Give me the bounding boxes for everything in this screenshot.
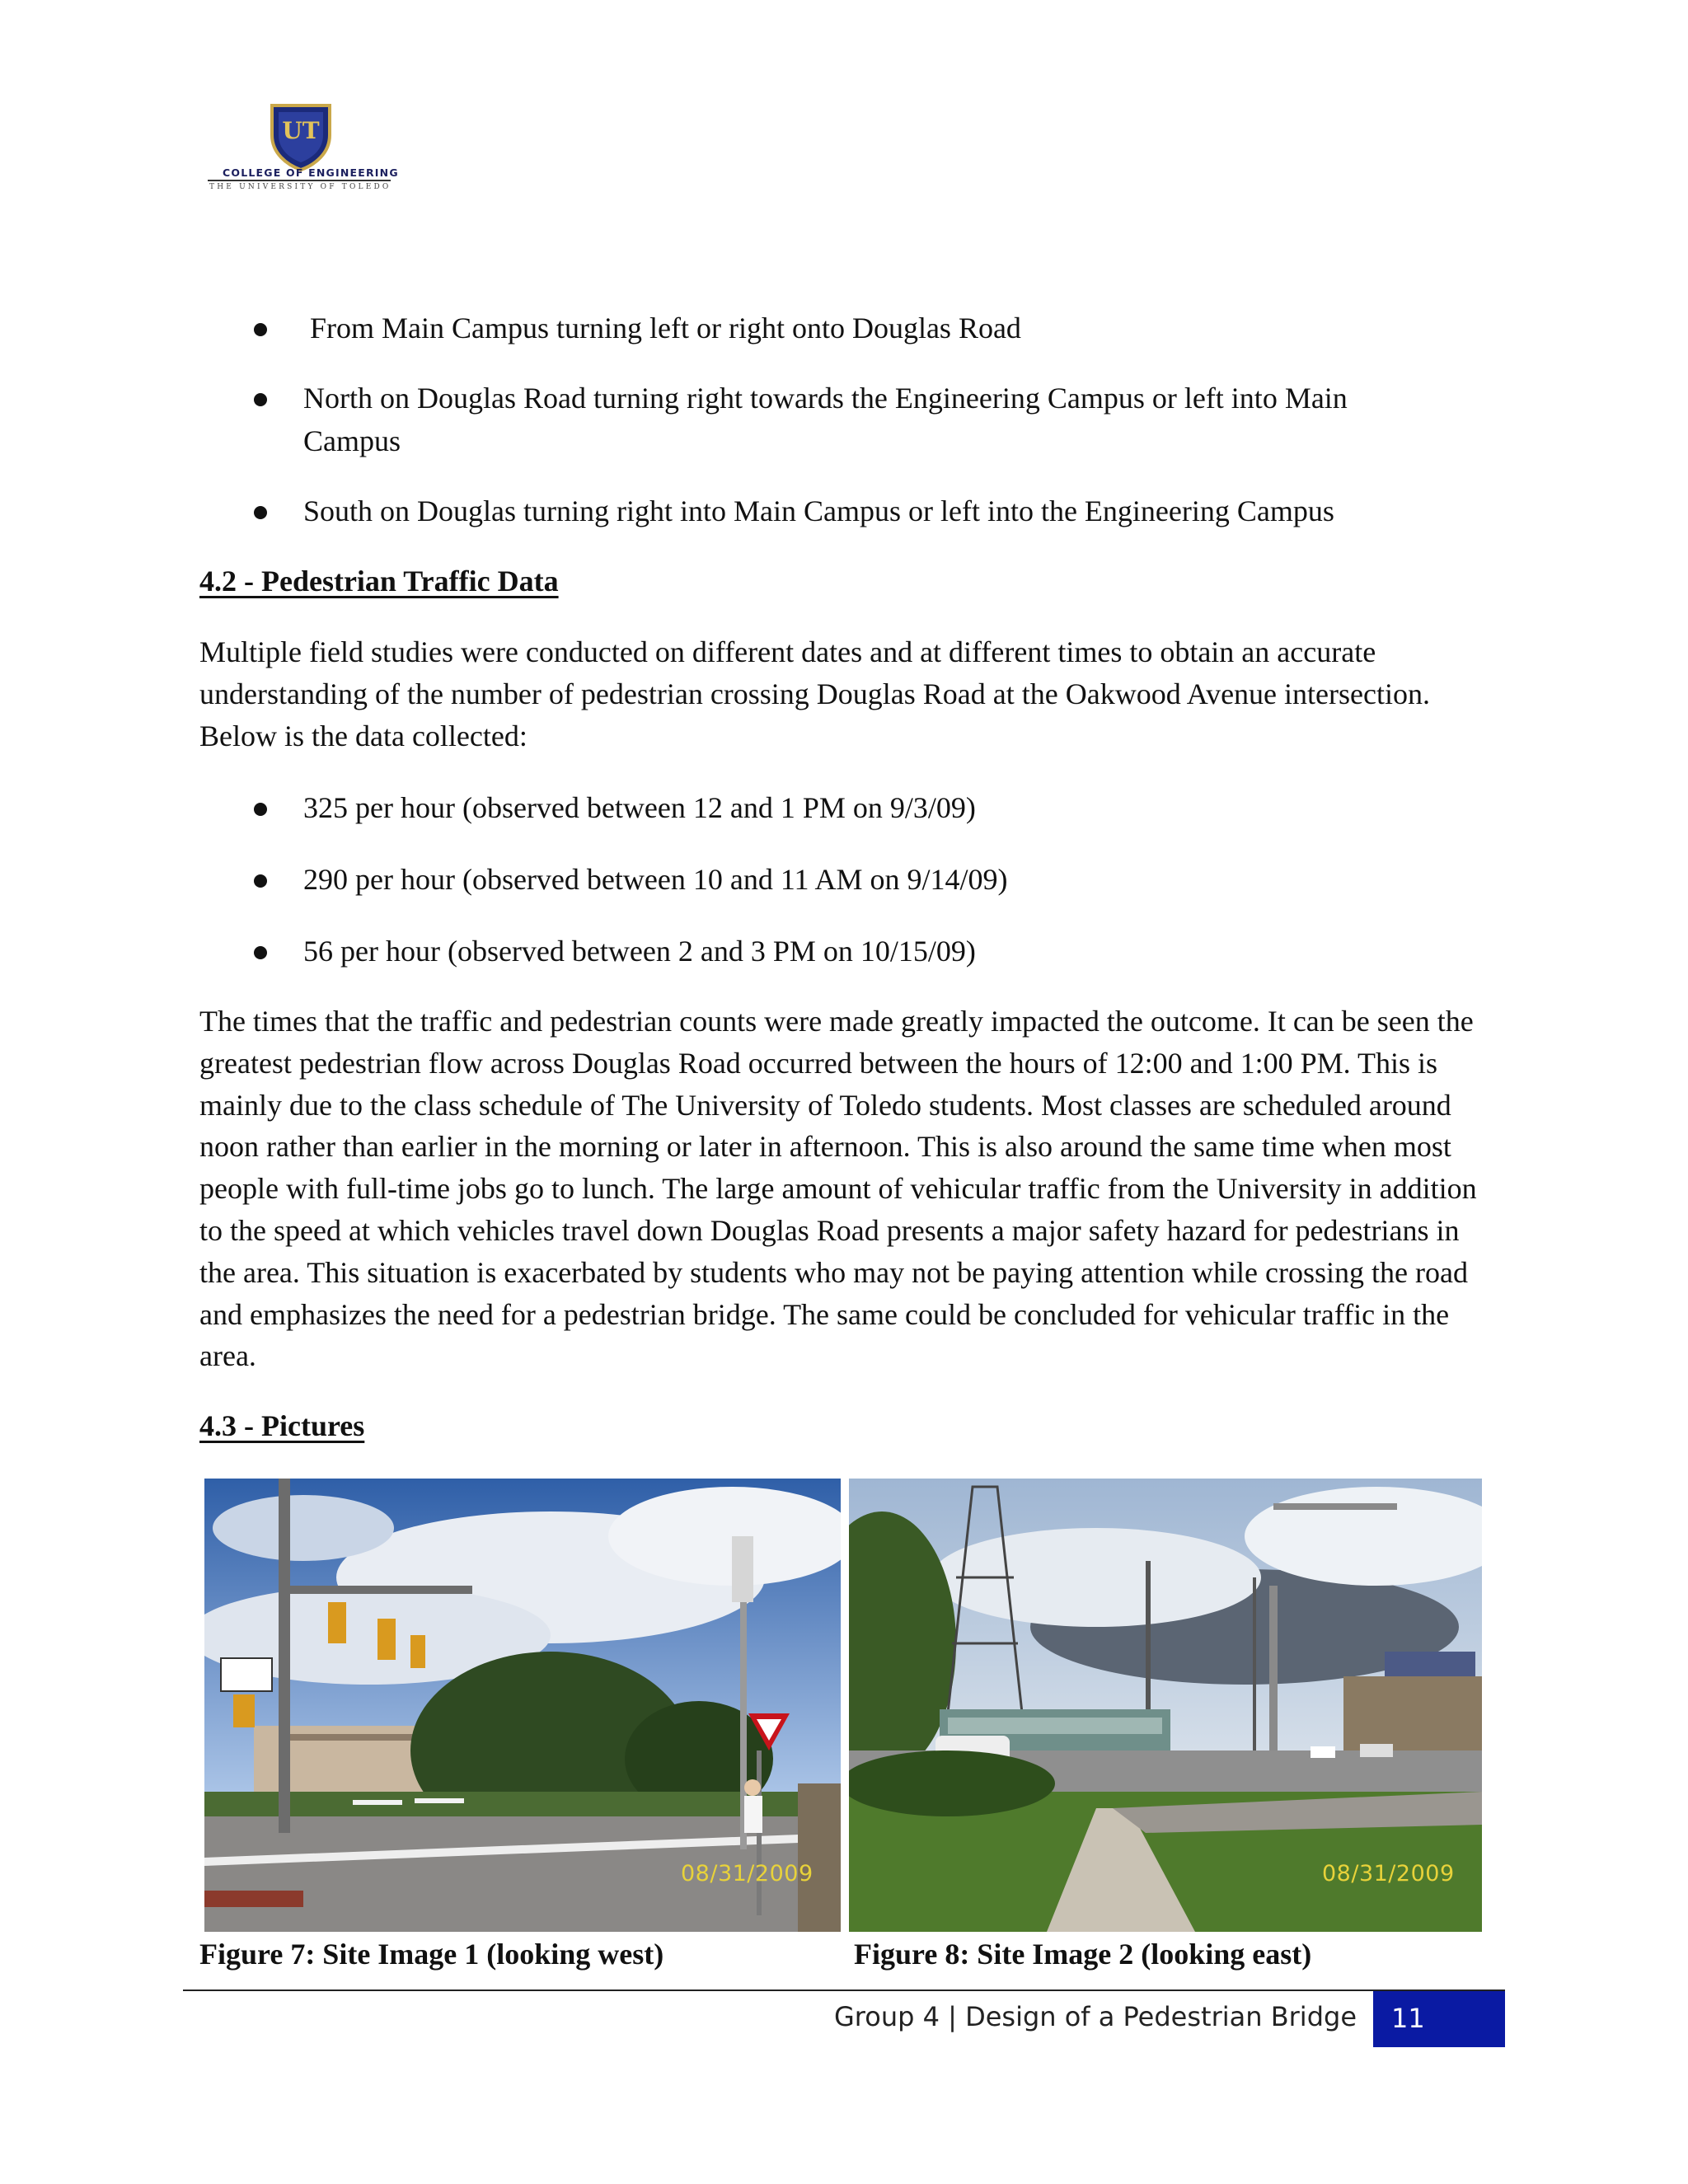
- figure-caption: Figure 7: Site Image 1 (looking west): [199, 1938, 664, 1971]
- section-heading-pedestrian-data: 4.2 - Pedestrian Traffic Data: [199, 565, 559, 598]
- logo-letters: UT: [282, 117, 320, 144]
- bullet-dot: [254, 874, 267, 888]
- list-item: 290 per hour (observed between 10 and 11 AM on 9/14/09): [303, 863, 1008, 896]
- bullet-dot: [254, 323, 267, 336]
- list-item: From Main Campus turning left or right onto Douglas Road: [310, 312, 1021, 344]
- section-heading-pictures: 4.3 - Pictures: [199, 1409, 365, 1442]
- university-name: THE UNIVERSITY OF TOLEDO: [209, 183, 392, 191]
- intro-paragraph: Multiple field studies were conducted on different dates and at different times to obtain an accurate understanding of the number of pedestrian crossing Douglas Road at the Oakwood Avenue intersection. Below is the data collected:: [199, 635, 1430, 752]
- list-item: 56 per hour (observed between 2 and 3 PM on 10/15/09): [303, 935, 976, 968]
- figure-caption: Figure 8: Site Image 2 (looking east): [854, 1938, 1312, 1971]
- date-stamp: 08/31/2009: [681, 1861, 814, 1886]
- page-number: 11: [1391, 2003, 1425, 2034]
- list-item: South on Douglas turning right into Main Campus or left into the Engineering Campus: [303, 494, 1334, 527]
- shield-icon: [269, 102, 333, 171]
- college-name: COLLEGE OF ENGINEERING: [223, 166, 399, 179]
- bullet-dot: [254, 393, 267, 406]
- footer-divider: [183, 1990, 1505, 1991]
- bullet-dot: [254, 506, 267, 519]
- bullet-dot: [254, 946, 267, 959]
- footer-title: Group 4 | Design of a Pedestrian Bridge: [833, 2001, 1357, 2032]
- logo-divider: [208, 180, 391, 181]
- list-item: North on Douglas Road turning right towards the Engineering Campus or left into Main Campus: [303, 382, 1348, 457]
- bullet-dot: [254, 803, 267, 816]
- page-number-badge: [1373, 1991, 1505, 2047]
- list-item: 325 per hour (observed between 12 and 1 PM on 9/3/09): [303, 791, 976, 824]
- date-stamp: 08/31/2009: [1322, 1861, 1455, 1886]
- discussion-paragraph: The times that the traffic and pedestrian counts were made greatly impacted the outcome. It can be seen the greatest pedestrian flow across Douglas Road occurred between the hours of 12:00 and 1:00 PM. This is mainly due to the class schedule of The University of Toledo students. Most classes are scheduled around noon rather than earlier in the morning or later in afternoon. This is also around the same time when most people with full-time jobs go to lunch. The large amount of vehicular traffic from the University in addition to the speed at which vehicles travel down Douglas Road presents a major safety hazard for pedestrians in the area. This situation is exacerbated by students who may not be paying attention while crossing the road and emphasizes the need for a pedestrian bridge. The same could be concluded for vehicular traffic in the area.: [199, 1005, 1477, 1373]
